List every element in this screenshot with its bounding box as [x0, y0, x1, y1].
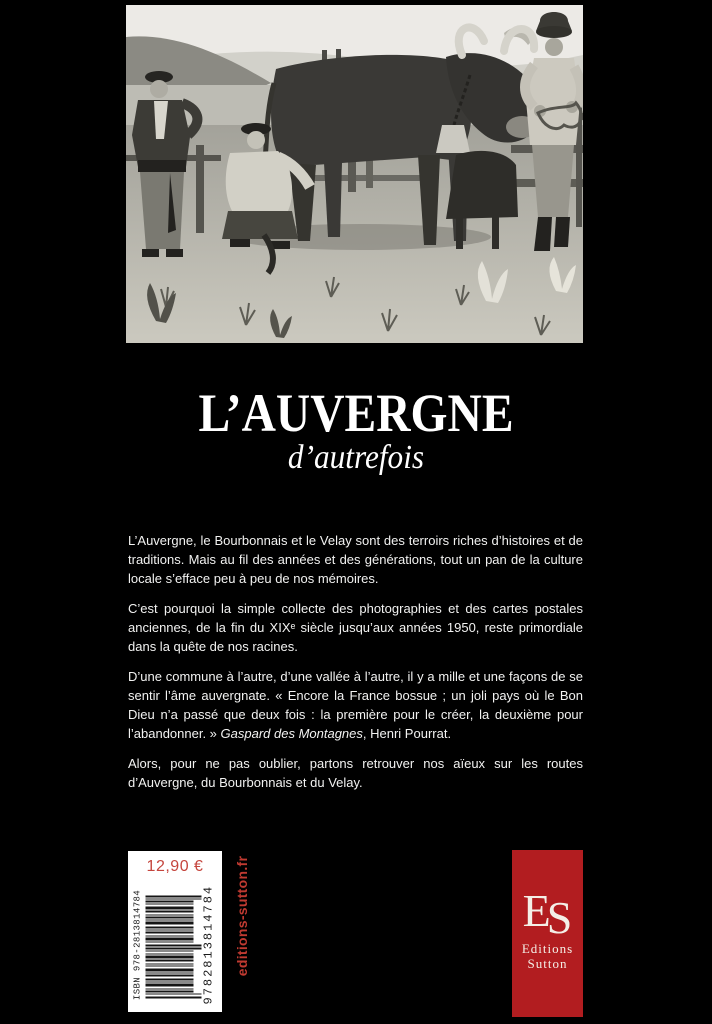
barcode-bar — [146, 973, 194, 974]
barcode — [133, 883, 217, 1008]
publisher-name-line2: Sutton — [527, 956, 568, 971]
barcode-bar — [146, 930, 194, 931]
publisher-logo — [512, 850, 583, 1017]
publisher-monogram — [512, 885, 583, 943]
monogram-s: S — [546, 892, 573, 943]
barcode-bar — [146, 938, 194, 941]
barcode-bar — [146, 948, 202, 950]
barcode-bar — [146, 907, 194, 910]
isbn-number: ISBN 978-2813814784 — [132, 889, 143, 1001]
barcode-bar — [146, 982, 194, 983]
book-title: L’AUVERGNE — [198, 383, 514, 443]
calf — [446, 151, 518, 219]
barcode-bar — [146, 932, 194, 934]
body-paragraph: D’une commune à l’autre, d’une vallée à l’autre, il y a mille et une façons de se sentir l’âme auvergnate. « Encore la France bossue ; un joli pays où le Bon Dieu n’a passé que deux fois : la première pour le créer, la deuxième pour l’abandonner. » Gaspard des Montagnes, Henri Pourrat. — [128, 669, 583, 741]
barcode-bar — [146, 942, 194, 943]
barcode-bar — [146, 917, 194, 919]
publisher-website: editions-sutton.fr — [234, 855, 250, 977]
cover-photo — [126, 5, 583, 343]
barcode-bar — [146, 997, 202, 999]
barcode-bar — [146, 954, 194, 955]
barcode-bar — [146, 922, 194, 925]
barcode-bar — [146, 920, 194, 921]
barcode-bar — [146, 901, 194, 903]
barcode-bar — [146, 991, 194, 993]
ean-digits: 9782813814784 — [201, 884, 216, 1005]
barcode-bar — [146, 964, 194, 965]
body-paragraph: C’est pourquoi la simple collecte des photographies et des cartes postales anciennes, de la fin du XIXᵉ siècle jusqu’aux années 1950, reste primordiale dans la quête de nos racines. — [128, 601, 583, 654]
barcode-bar — [146, 899, 202, 900]
barcode-bar — [146, 984, 194, 987]
barcode-bar — [146, 989, 194, 990]
isbn-barcode-panel — [128, 851, 222, 1012]
body-paragraph: L’Auvergne, le Bourbonnais et le Velay sont des terroirs riches d’histoires et de traditions. Mais au fil des années et des générations, tout un pan de la culture locale s’efface peu à peu de nos mémoires. — [128, 533, 583, 586]
cow-bell — [436, 125, 470, 153]
publisher-name-line1: Editions — [521, 941, 574, 956]
barcode-bar — [146, 969, 194, 972]
price-label: 12,90 € — [146, 858, 204, 875]
barcode-bar — [146, 951, 194, 952]
barcode-bar — [146, 979, 194, 981]
barcode-bar — [146, 966, 194, 967]
barcode-bar — [146, 936, 194, 937]
barcode-bar — [146, 945, 202, 947]
barcode-bars — [146, 883, 202, 1008]
barcode-bar — [146, 915, 194, 916]
book-subtitle: d’autrefois — [287, 439, 425, 476]
barcode-bar — [146, 896, 202, 898]
barcode-bar — [146, 904, 194, 905]
cover-photo-illustration — [126, 5, 583, 343]
body-paragraph: Alors, pour ne pas oublier, partons retrouver nos aïeux sur les routes d’Auvergne, du Bourbonnais et du Velay. — [128, 756, 583, 790]
barcode-bar — [146, 975, 194, 977]
barcode-bar — [146, 994, 202, 995]
barcode-bar — [146, 956, 194, 959]
barcode-bar — [146, 960, 194, 962]
monogram-e: E — [522, 885, 551, 936]
barcode-bar — [146, 911, 194, 913]
back-cover-text — [128, 531, 583, 803]
barcode-bar — [146, 927, 194, 929]
